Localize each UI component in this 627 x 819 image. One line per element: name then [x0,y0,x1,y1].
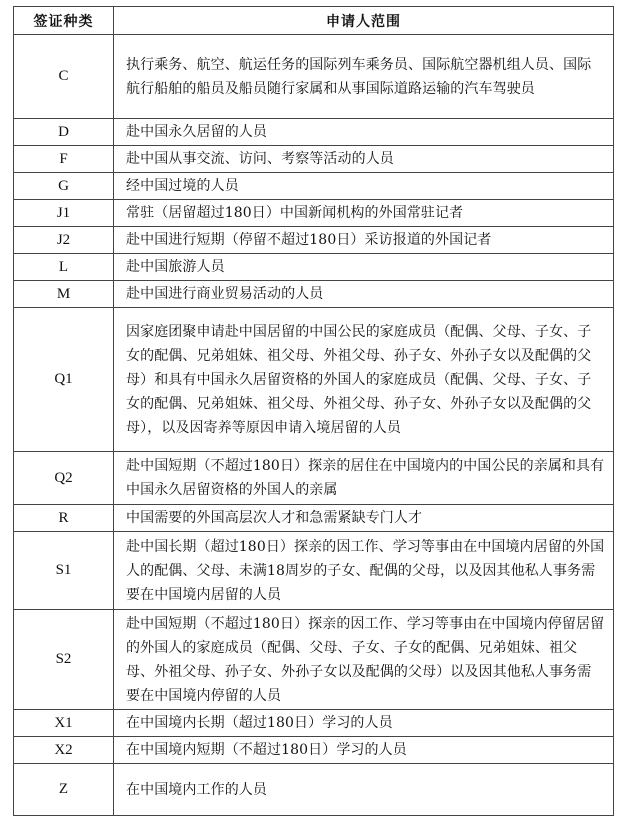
applicant-scope: 在中国境内短期（不超过180日）学习的人员 [114,737,614,764]
visa-code: S1 [14,532,114,610]
applicant-scope: 赴中国短期（不超过180日）探亲的因工作、学习等事由在中国境内停留居留的外国人的家庭成员（配偶、父母、子女、子女的配偶、兄弟姐妹、祖父母、外祖父母、孙子女、外孙子女以及配偶的父母）以及因其他私人事务需要在中国境内停留的人员 [114,610,614,710]
visa-code: J1 [14,200,114,227]
table-row [14,532,614,610]
table-row [14,610,614,710]
applicant-scope: 因家庭团聚申请赴中国居留的中国公民的家庭成员（配偶、父母、子女、子女的配偶、兄弟姐妹、祖父母、外祖父母、孙子女、外孙子女以及配偶的父母）和具有中国永久居留资格的外国人的家庭成员（配偶、父母、子女、子女的配偶、兄弟姐妹、祖父母、外祖父母、孙子女、外孙子女以及配偶的父母），以及因寄养等原因申请入境居留的人员 [114,308,614,452]
visa-code: R [14,505,114,532]
applicant-scope: 经中国过境的人员 [114,173,614,200]
table-row [14,308,614,452]
table-row [14,452,614,505]
visa-type-table [13,6,614,816]
visa-code: M [14,281,114,308]
applicant-scope: 中国需要的外国高层次人才和急需紧缺专门人才 [114,505,614,532]
table-row [14,35,614,119]
table-row [14,254,614,281]
table-row [14,505,614,532]
visa-code: G [14,173,114,200]
visa-code: S2 [14,610,114,710]
visa-code: X2 [14,737,114,764]
header-visa-type: 签证种类 [14,7,114,35]
applicant-scope: 赴中国旅游人员 [114,254,614,281]
table-row [14,737,614,764]
table-row [14,710,614,737]
applicant-scope: 在中国境内长期（超过180日）学习的人员 [114,710,614,737]
table-row [14,173,614,200]
table-row [14,227,614,254]
table-row [14,200,614,227]
applicant-scope: 赴中国进行短期（停留不超过180日）采访报道的外国记者 [114,227,614,254]
applicant-scope: 常驻（居留超过180日）中国新闻机构的外国常驻记者 [114,200,614,227]
visa-code: J2 [14,227,114,254]
table-header-row [14,7,614,35]
visa-code: Z [14,764,114,816]
applicant-scope: 赴中国进行商业贸易活动的人员 [114,281,614,308]
visa-code: C [14,35,114,119]
applicant-scope: 赴中国短期（不超过180日）探亲的居住在中国境内的中国公民的亲属和具有中国永久居留资格的外国人的亲属 [114,452,614,505]
applicant-scope: 赴中国长期（超过180日）探亲的因工作、学习等事由在中国境内居留的外国人的配偶、父母、未满18周岁的子女、配偶的父母，以及因其他私人事务需要在中国境内居留的人员 [114,532,614,610]
header-applicant-scope: 申请人范围 [114,7,614,35]
visa-code: L [14,254,114,281]
applicant-scope: 在中国境内工作的人员 [114,764,614,816]
table-row [14,764,614,816]
visa-code: D [14,119,114,146]
visa-code: F [14,146,114,173]
table-row [14,119,614,146]
visa-code: Q2 [14,452,114,505]
table-row [14,146,614,173]
visa-code: X1 [14,710,114,737]
table-row [14,281,614,308]
applicant-scope: 赴中国从事交流、访问、考察等活动的人员 [114,146,614,173]
applicant-scope: 执行乘务、航空、航运任务的国际列车乘务员、国际航空器机组人员、国际航行船舶的船员及船员随行家属和从事国际道路运输的汽车驾驶员 [114,35,614,119]
visa-code: Q1 [14,308,114,452]
applicant-scope: 赴中国永久居留的人员 [114,119,614,146]
